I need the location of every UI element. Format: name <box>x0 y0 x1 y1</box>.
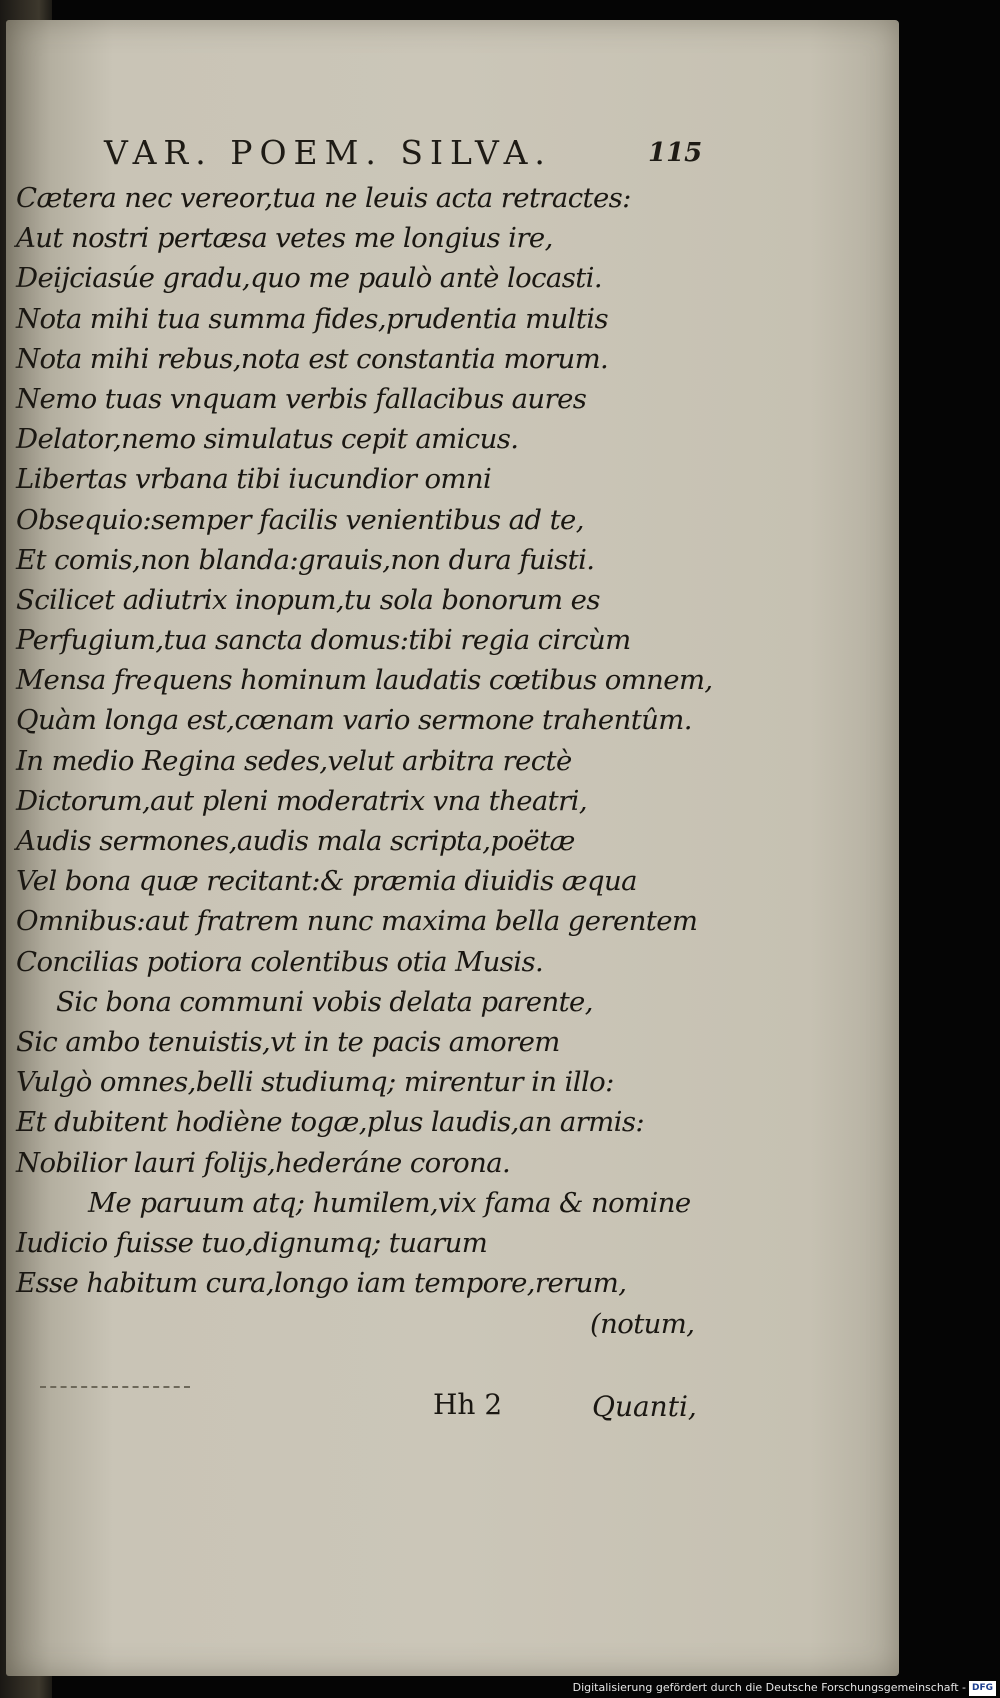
poem-line: Aut nostri pertæsa vetes me longius ire, <box>16 222 553 255</box>
poem-line: Scilicet adiutrix inopum,tu sola bonorum es <box>16 583 600 616</box>
poem-line: Vulgò omnes,belli studiumq; mirentur in illo: <box>16 1066 614 1099</box>
signature-mark: Hh 2 <box>433 1388 503 1421</box>
poem-line: Nota mihi tua summa fides,prudentia multis <box>16 302 609 335</box>
poem-line: Cætera nec vereor,tua ne leuis acta retractes: <box>16 182 631 214</box>
poem-line: Me paruum atq; humilem,vix fama & nomine <box>88 1186 691 1219</box>
running-header: VAR. POEM. SILVA. <box>104 133 552 172</box>
poem-line: Quàm longa est,cœnam vario sermone trahentûm. <box>16 704 692 737</box>
poem-line: In medio Regina sedes,velut arbitra rectè <box>16 744 572 777</box>
poem-line: Mensa frequens hominum laudatis cœtibus omnem, <box>16 664 713 697</box>
poem-line: Obsequio:semper facilis venientibus ad te, <box>16 503 584 536</box>
footer-rule <box>40 1386 190 1388</box>
poem-line: Omnibus:aut fratrem nunc maxima bella gerentem <box>16 905 698 938</box>
poem-line: Esse habitum cura,longo iam tempore,rerum, <box>16 1267 627 1300</box>
poem-line: Et dubitent hodiène togæ,plus laudis,an armis: <box>16 1106 645 1139</box>
poem-line: Audis sermones,audis mala scripta,poëtæ <box>16 825 575 857</box>
marginal-note: (notum, <box>590 1308 695 1340</box>
poem-line: Nobilior lauri folijs,hederáne corona. <box>16 1146 511 1179</box>
poem-line: Sic ambo tenuistis,vt in te pacis amorem <box>16 1025 560 1058</box>
poem-line: Delator,nemo simulatus cepit amicus. <box>16 423 519 456</box>
poem-line: Nemo tuas vnquam verbis fallacibus aures <box>16 382 587 415</box>
poem-line: Nota mihi rebus,nota est constantia morum. <box>16 342 609 375</box>
poem-line: Dictorum,aut pleni moderatrix vna theatri, <box>16 784 587 817</box>
digitization-credit: Digitalisierung gefördert durch die Deutsche Forschungsgemeinschaft - <box>572 1681 966 1694</box>
poem-line: Libertas vrbana tibi iucundior omni <box>16 463 492 496</box>
poem-line: Et comis,non blanda:grauis,non dura fuisti. <box>16 543 595 576</box>
poem-line: Concilias potiora colentibus otia Musis. <box>16 945 544 978</box>
catchword: Quanti, <box>592 1390 697 1423</box>
poem-line: Deijciasúe gradu,quo me paulò antè locasti. <box>16 262 603 295</box>
poem-line: Iudicio fuisse tuo,dignumq; tuarum <box>16 1226 488 1259</box>
poem-line: Sic bona communi vobis delata parente, <box>56 985 593 1018</box>
poem-line: Vel bona quæ recitant:& præmia diuidis æqua <box>16 865 637 898</box>
folio-number: 115 <box>648 138 703 168</box>
poem-line: Perfugium,tua sancta domus:tibi regia circùm <box>16 624 631 657</box>
poem-text-block <box>16 178 716 1303</box>
dfg-logo: DFG <box>969 1681 996 1696</box>
